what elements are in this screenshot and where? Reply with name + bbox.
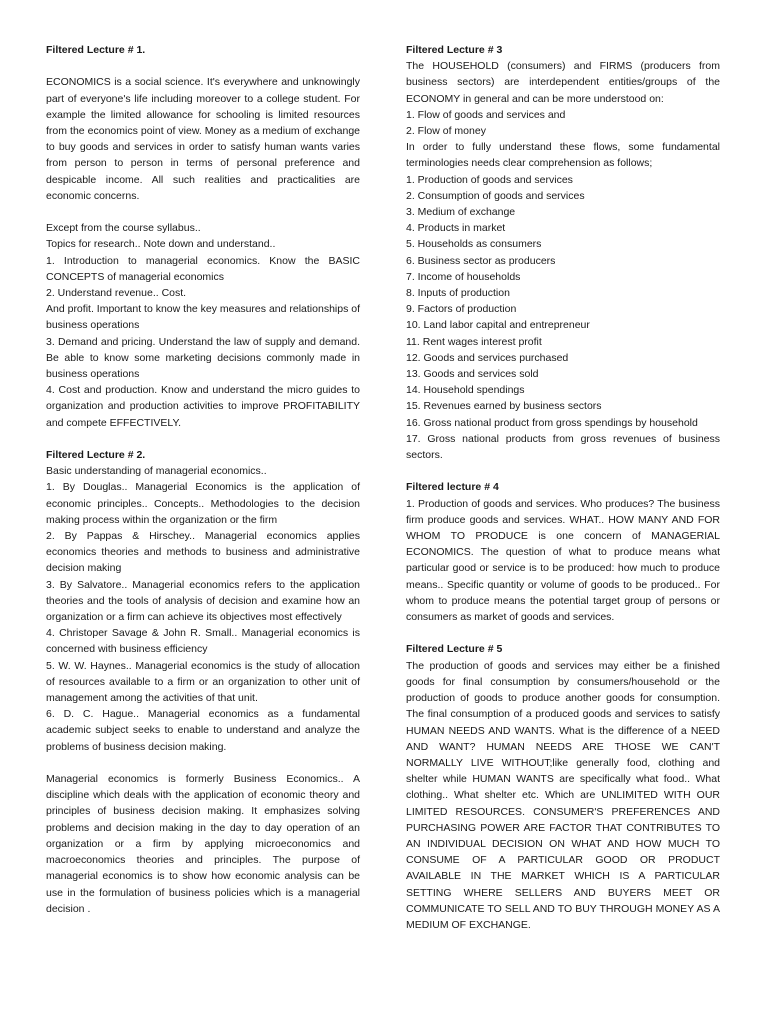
definition-item: 2. By Pappas & Hirschey.. Managerial economics applies economics theories and methods to business and administrative decision making [46, 530, 360, 575]
lecture-3-intro: The HOUSEHOLD (consumers) and FIRMS (producers from business sectors) are interdependent entities/groups of the ECONOMY in general and can be more understood on: [406, 60, 720, 105]
definition-item: 4. Christoper Savage & John R. Small.. Managerial economics is concerned with business efficiency [46, 627, 360, 656]
lecture-3-title: Filtered Lecture # 3 [406, 44, 503, 56]
topic-item: And profit. Important to know the key measures and relationships of business operations [46, 303, 361, 332]
lecture-5-body: The production of goods and services may either be a finished goods for final consumption by consumers/household or the production of goods to produce another goods for consumption. The final consumption of a produced goods and services to satisfy HUMAN NEEDS AND WANTS. What is the difference of a NEED AND WANT? HUMAN NEEDS ARE THOSE WE CAN'T NORMALLY LIVE WITHOUT;like generally food, clothing and shelter while HUMAN WANTS are specifically what food.. What clothing.. What shelter etc. Which are UNLIMITED WITH OUR LIMITED RESOURCES. CONSUMER'S PREFERENCES AND PURCHASING POWER ARE FACTOR THAT CONTRIBUTES TO AN INDIVIDUAL DECISION ON WHAT AND HOW MUCH TO CONSUME OF A PARTICULAR GOOD OR PRODUCT AVAILABLE IN THE MARKET WHICH IS A PARTICULAR SETTING WHERE SELLERS AND BUYERS MEET OR COMMUNICATE TO SELL AND TO BUY THROUGH MONEY AS A MEDIUM OF EXCHANGE. [406, 659, 720, 931]
term-item: 14. Household spendings [406, 384, 525, 397]
term-item: 9. Factors of production [406, 303, 517, 316]
lecture-2-closing: Managerial economics is formerly Business Economics.. A discipline which deals with the application of economic theory and principles of business decision making. It emphasizes solving problems and decision making in the day to day operation of an organization or a firm by applying microeconomics and macroeconomics theories and principles. The purpose of managerial economics is to show how economic analysis can be use in the formulation of business policies which is a managerial decision . [46, 773, 360, 915]
term-item: 12. Goods and services purchased [406, 351, 569, 364]
term-item: 8. Inputs of production [406, 287, 510, 300]
syllabus-intro: Except from the course syllabus.. [46, 222, 201, 235]
left-column [46, 42, 360, 917]
term-item: 17. Gross national products from gross revenues of business sectors. [406, 432, 720, 462]
terms-intro: In order to fully understand these flows, some fundamental terminologies needs clear comprehension as follows; [406, 141, 720, 170]
lecture-1-title: Filtered Lecture # 1. [46, 44, 146, 56]
lecture-1-intro: ECONOMICS is a social science. It's everywhere and unknowingly part of everyone's life including moreover to a college student. For example the limited allowance for schooling is limited resources from the economics point of view. Money as a medium of exchange to buy goods and services in order to satisfy human wants varies from person to person in terms of personal preference and despicable income. All such realities and practicalities are economic concerns. [46, 76, 360, 202]
lecture-2-intro: Basic understanding of managerial economics.. [46, 465, 267, 478]
term-item: 2. Consumption of goods and services [406, 189, 585, 202]
topics-intro: Topics for research.. Note down and understand.. [46, 238, 276, 251]
lecture-5-title: Filtered Lecture # 5 [406, 643, 503, 656]
lecture-2-title: Filtered Lecture # 2. [46, 449, 146, 462]
topic-item: 3. Demand and pricing. Understand the law of supply and demand. Be able to know some marketing decisions commonly made in business operations [46, 335, 360, 381]
definition-item: 3. By Salvatore.. Managerial economics refers to the application theories and the tools of analysis of decision and examine how an organization or a firm can achieve its objectives most effectively [46, 578, 360, 624]
topic-item: 2. Understand revenue.. Cost. [46, 287, 187, 300]
flow-item: 1. Flow of goods and services and [406, 108, 566, 121]
term-item: 16. Gross national product from gross spendings by household [406, 416, 698, 429]
term-item: 7. Income of households [406, 270, 521, 283]
term-item: 1. Production of goods and services [406, 173, 573, 186]
term-item: 15. Revenues earned by business sectors [406, 400, 602, 413]
lecture-4-title: Filtered lecture # 4 [406, 481, 499, 494]
term-item: 6. Business sector as producers [406, 254, 556, 267]
lecture-4-body: 1. Production of goods and services. Who produces? The business firm produce goods and services. WHAT.. HOW MANY AND FOR WHOM TO PRODUCE is one concern of MANAGERIAL ECONOMICS. The question of what to produce means what particular good or service is to be produced: how much to produce means.. Specific quantity or volume of goods to be produced.. For whom to produce means the potential target group of persons or consumers as market of goods and services. [406, 497, 720, 624]
term-item: 10. Land labor capital and entrepreneur [406, 319, 590, 332]
definition-item: 5. W. W. Haynes.. Managerial economics is the study of allocation of resources available to a firm or an organization to other unit of management among the activities of that unit. [46, 659, 360, 705]
term-item: 11. Rent wages interest profit [406, 335, 542, 348]
term-item: 4. Products in market [406, 222, 506, 235]
definition-item: 6. D. C. Hague.. Managerial economics as a fundamental academic subject seeks to enable to understand and analyze the problems of business decision making. [46, 708, 360, 753]
term-item: 13. Goods and services sold [406, 368, 539, 381]
topic-item: 4. Cost and production. Know and understand the micro guides to organization and production activities to improve PROFITABILITY and compete EFFECTIVELY. [46, 384, 360, 429]
topic-item: 1. Introduction to managerial economics. Know the BASIC CONCEPTS of managerial economics [46, 254, 360, 283]
definition-item: 1. By Douglas.. Managerial Economics is the application of economic principles.. Concepts.. Methodologies to the decision making process within the organization or the firm [46, 481, 360, 526]
term-item: 5. Households as consumers [406, 238, 542, 251]
flow-item: 2. Flow of money [406, 125, 486, 138]
term-item: 3. Medium of exchange [406, 206, 516, 219]
right-column [406, 42, 720, 933]
